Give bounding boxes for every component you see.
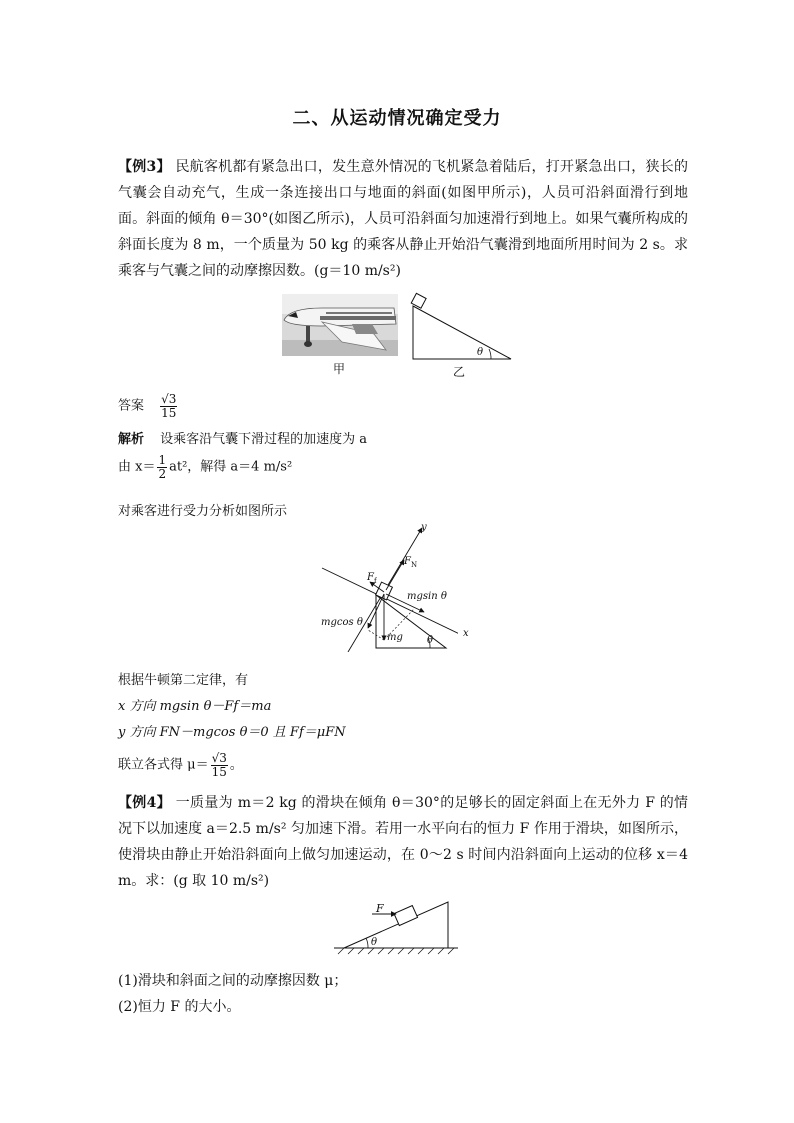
answer-label: 答案 xyxy=(118,398,145,414)
airplane-photo xyxy=(282,294,398,356)
incline-theta-label: θ xyxy=(477,347,484,358)
fbd-ff-letter: F xyxy=(367,572,374,583)
fbd-ff-label xyxy=(367,572,377,585)
solution-line-2-suffix: at²，解得 a＝4 m/s² xyxy=(169,459,293,475)
fbd-theta-label: θ xyxy=(427,635,434,646)
example-4-question-1: (1)滑块和斜面之间的动摩擦因数 μ； xyxy=(118,973,348,989)
answer-line xyxy=(118,393,179,419)
solution-line-4: 根据牛顿第二定律，有 xyxy=(118,673,249,688)
answer-numerator: √3 xyxy=(161,392,177,406)
solution-line-7-suffix: 。 xyxy=(229,757,243,773)
figure-label-yi: 乙 xyxy=(453,365,466,379)
example-3-tag: 【例3】 xyxy=(118,159,171,175)
solution-line-2-prefix: 由 x＝ xyxy=(118,459,156,475)
solution-line-6: y 方向 FN－mgcos θ＝0 且 Ff＝μFN xyxy=(118,725,346,740)
half-numerator: 1 xyxy=(158,453,167,467)
fbd-fn-letter: F xyxy=(404,556,411,567)
half-denominator: 2 xyxy=(158,466,167,481)
fbd-y-label: y xyxy=(421,522,427,533)
example-4-paragraph xyxy=(118,790,688,894)
solution-line-1 xyxy=(118,428,367,447)
solution-label: 解析 xyxy=(118,432,145,447)
fbd-mgsin-label: mgsin θ xyxy=(407,591,447,602)
example-4-force-label: F xyxy=(376,902,384,915)
solution-line-7 xyxy=(118,752,243,778)
mu-denominator: 15 xyxy=(211,764,227,779)
example-4-tag: 【例4】 xyxy=(118,795,171,811)
fbd-ff-subscript: f xyxy=(373,577,377,585)
solution-text-1: 设乘客沿气囊下滑过程的加速度为 a xyxy=(160,432,368,447)
half-fraction xyxy=(157,454,167,480)
fbd-mgcos-label: mgcos θ xyxy=(321,617,363,628)
fbd-mg-label: mg xyxy=(387,632,403,643)
example-3-text: 民航客机都有紧急出口，发生意外情况的飞机紧急着陆后，打开紧急出口，狭长的气囊会自动充气，生成一条连接出口与地面的斜面(如图甲所示)，人员可沿斜面滑行到地面。斜面的倾角 θ＝30°(如图乙所示)，人员可沿斜面匀加速滑行到地上。如果气囊所构成的斜面长度为 8 m，一个质量为 50 kg 的乘客从静止开始沿气囊滑到地面所用时间为 2 s。求乘客与气囊之间的动摩擦因数。(g＝10 m/s²) xyxy=(118,159,689,279)
solution-line-2 xyxy=(118,454,292,480)
example-4-theta-label: θ xyxy=(371,937,378,948)
example-4-text: 一质量为 m＝2 kg 的滑块在倾角 θ＝30°的足够长的固定斜面上在无外力 F 的情况下以加速度 a＝2.5 m/s² 匀加速下滑。若用一水平向右的恒力 F 作用于滑块，如图所示，使滑块由静止开始沿斜面向上做匀加速运动，在 0～2 s 时间内沿斜面向上运动的位移 x＝4 m。求：(g 取 10 m/s²) xyxy=(118,795,688,889)
fbd-fn-subscript: N xyxy=(410,561,418,569)
incline-diagram-yi xyxy=(405,292,515,362)
example-4-question-2: (2)恒力 F 的大小。 xyxy=(118,999,241,1015)
solution-line-5: x 方向 mgsin θ－Ff＝ma xyxy=(118,699,272,714)
fbd-fn-label xyxy=(404,556,417,569)
mu-numerator: √3 xyxy=(211,751,227,765)
example-3-paragraph xyxy=(118,154,688,284)
figure-label-jia: 甲 xyxy=(333,362,346,376)
answer-fraction xyxy=(160,393,177,419)
solution-line-3: 对乘客进行受力分析如图所示 xyxy=(118,504,288,519)
example-4-incline-diagram xyxy=(334,898,460,958)
answer-denominator: 15 xyxy=(161,405,177,420)
section-title: 二、从运动情况确定受力 xyxy=(292,108,502,129)
fbd-x-label: x xyxy=(463,628,469,639)
mu-fraction xyxy=(211,752,228,778)
solution-line-7-prefix: 联立各式得 μ＝ xyxy=(118,757,209,773)
